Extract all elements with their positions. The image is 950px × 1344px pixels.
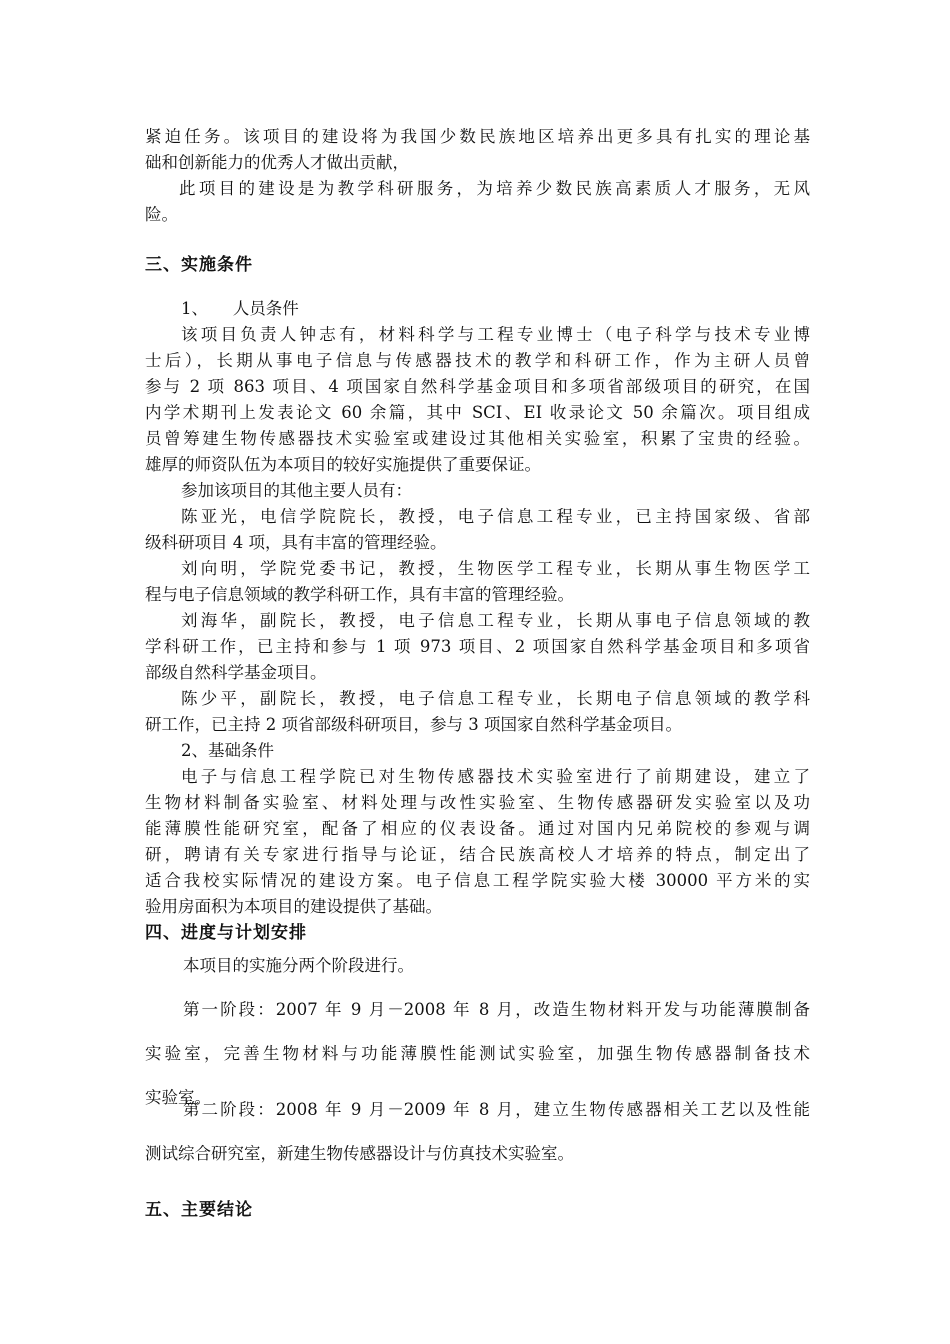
section-heading-conclusion: 五、主要结论	[145, 1200, 253, 1220]
section-heading-schedule: 四、进度与计划安排	[145, 923, 307, 943]
text-line: 本项目的实施分两个阶段进行。	[183, 956, 414, 975]
text-line: 部级自然科学基金项目。	[145, 663, 327, 682]
subheading-text: 1、 人员条件	[181, 299, 299, 318]
basis-paragraph	[145, 764, 810, 920]
text-line: 级科研项目 4 项，具有丰富的管理经验。	[145, 533, 447, 552]
text-line: 陈亚光，电信学院院长，教授，电子信息工程专业，已主持国家级、省部	[181, 507, 810, 526]
member-liu-haihua	[145, 608, 810, 686]
text-line: 适合我校实际情况的建设方案。电子信息工程学院实验大楼 30000 平方米的实	[145, 871, 810, 890]
schedule-intro	[145, 944, 810, 988]
text-line: 参与 2 项 863 项目、4 项国家自然科学基金项目和多项省部级项目的研究，在国	[145, 377, 810, 396]
subheading-basis	[145, 738, 810, 764]
text-line: 陈少平，副院长，教授，电子信息工程专业，长期电子信息领域的教学科	[181, 689, 810, 708]
text-line: 员曾筹建生物传感器技术实验室或建设过其他相关实验室，积累了宝贵的经验。	[145, 429, 810, 448]
text-line: 研工作，已主持 2 项省部级科研项目，参与 3 项国家自然科学基金项目。	[145, 715, 682, 734]
text-line: 验用房面积为本项目的建设提供了基础。	[145, 897, 442, 916]
text-line: 刘向明，学院党委书记，教授，生物医学工程专业，长期从事生物医学工	[181, 559, 810, 578]
text-line: 内学术期刊上发表论文 60 余篇，其中 SCI、EI 收录论文 50 余篇次。项目组成	[145, 403, 810, 422]
intro-paragraph	[145, 124, 810, 176]
others-intro	[145, 478, 810, 504]
text-line: 测试综合研究室，新建生物传感器设计与仿真技术实验室。	[145, 1144, 574, 1163]
section-heading-implementation: 三、实施条件	[145, 255, 253, 275]
member-chen-yaguang	[145, 504, 810, 556]
text-line: 险。	[145, 205, 178, 224]
text-line: 士后），长期从事电子信息与传感器技术的教学和科研工作，作为主研人员曾	[145, 351, 810, 370]
text-line: 学科研工作，已主持和参与 1 项 973 项目、2 项国家自然科学基金项目和多项省	[145, 637, 810, 656]
leader-paragraph	[145, 322, 810, 478]
text-line: 第一阶段：2007 年 9 月－2008 年 8 月，改造生物材料开发与功能薄膜制备	[183, 1000, 810, 1019]
text-line: 能薄膜性能研究室，配备了相应的仪表设备。通过对国内兄弟院校的参观与调	[145, 819, 810, 838]
text-line: 生物材料制备实验室、材料处理与改性实验室、生物传感器研发实验室以及功	[145, 793, 810, 812]
member-chen-shaoping	[145, 686, 810, 738]
text-line: 参加该项目的其他主要人员有：	[181, 481, 412, 500]
text-line: 此项目的建设是为教学科研服务，为培养少数民族高素质人才服务，无风	[179, 179, 810, 198]
subheading-personnel	[145, 296, 810, 322]
text-line: 实验室。	[145, 1088, 211, 1107]
text-line: 该项目负责人钟志有，材料科学与工程专业博士（电子科学与技术专业博	[181, 325, 810, 344]
text-line: 紧迫任务。该项目的建设将为我国少数民族地区培养出更多具有扎实的理论基	[145, 127, 810, 146]
phase-two-paragraph	[145, 1088, 810, 1176]
text-line: 刘海华，副院长，教授，电子信息工程专业，长期从事电子信息领域的教	[181, 611, 810, 630]
text-line: 电子与信息工程学院已对生物传感器技术实验室进行了前期建设，建立了	[181, 767, 810, 786]
text-line: 程与电子信息领域的教学科研工作，具有丰富的管理经验。	[145, 585, 574, 604]
text-line: 雄厚的师资队伍为本项目的较好实施提供了重要保证。	[145, 455, 541, 474]
text-line: 实验室，完善生物材料与功能薄膜性能测试实验室，加强生物传感器制备技术	[145, 1044, 810, 1063]
subheading-text: 2、基础条件	[181, 741, 274, 760]
text-line: 第二阶段：2008 年 9 月－2009 年 8 月，建立生物传感器相关工艺以及性能	[183, 1100, 810, 1119]
member-liu-xiangming	[145, 556, 810, 608]
text-line: 研，聘请有关专家进行指导与论证，结合民族高校人才培养的特点，制定出了	[145, 845, 810, 864]
text-line: 础和创新能力的优秀人才做出贡献，	[145, 153, 409, 172]
risk-paragraph	[145, 176, 810, 228]
